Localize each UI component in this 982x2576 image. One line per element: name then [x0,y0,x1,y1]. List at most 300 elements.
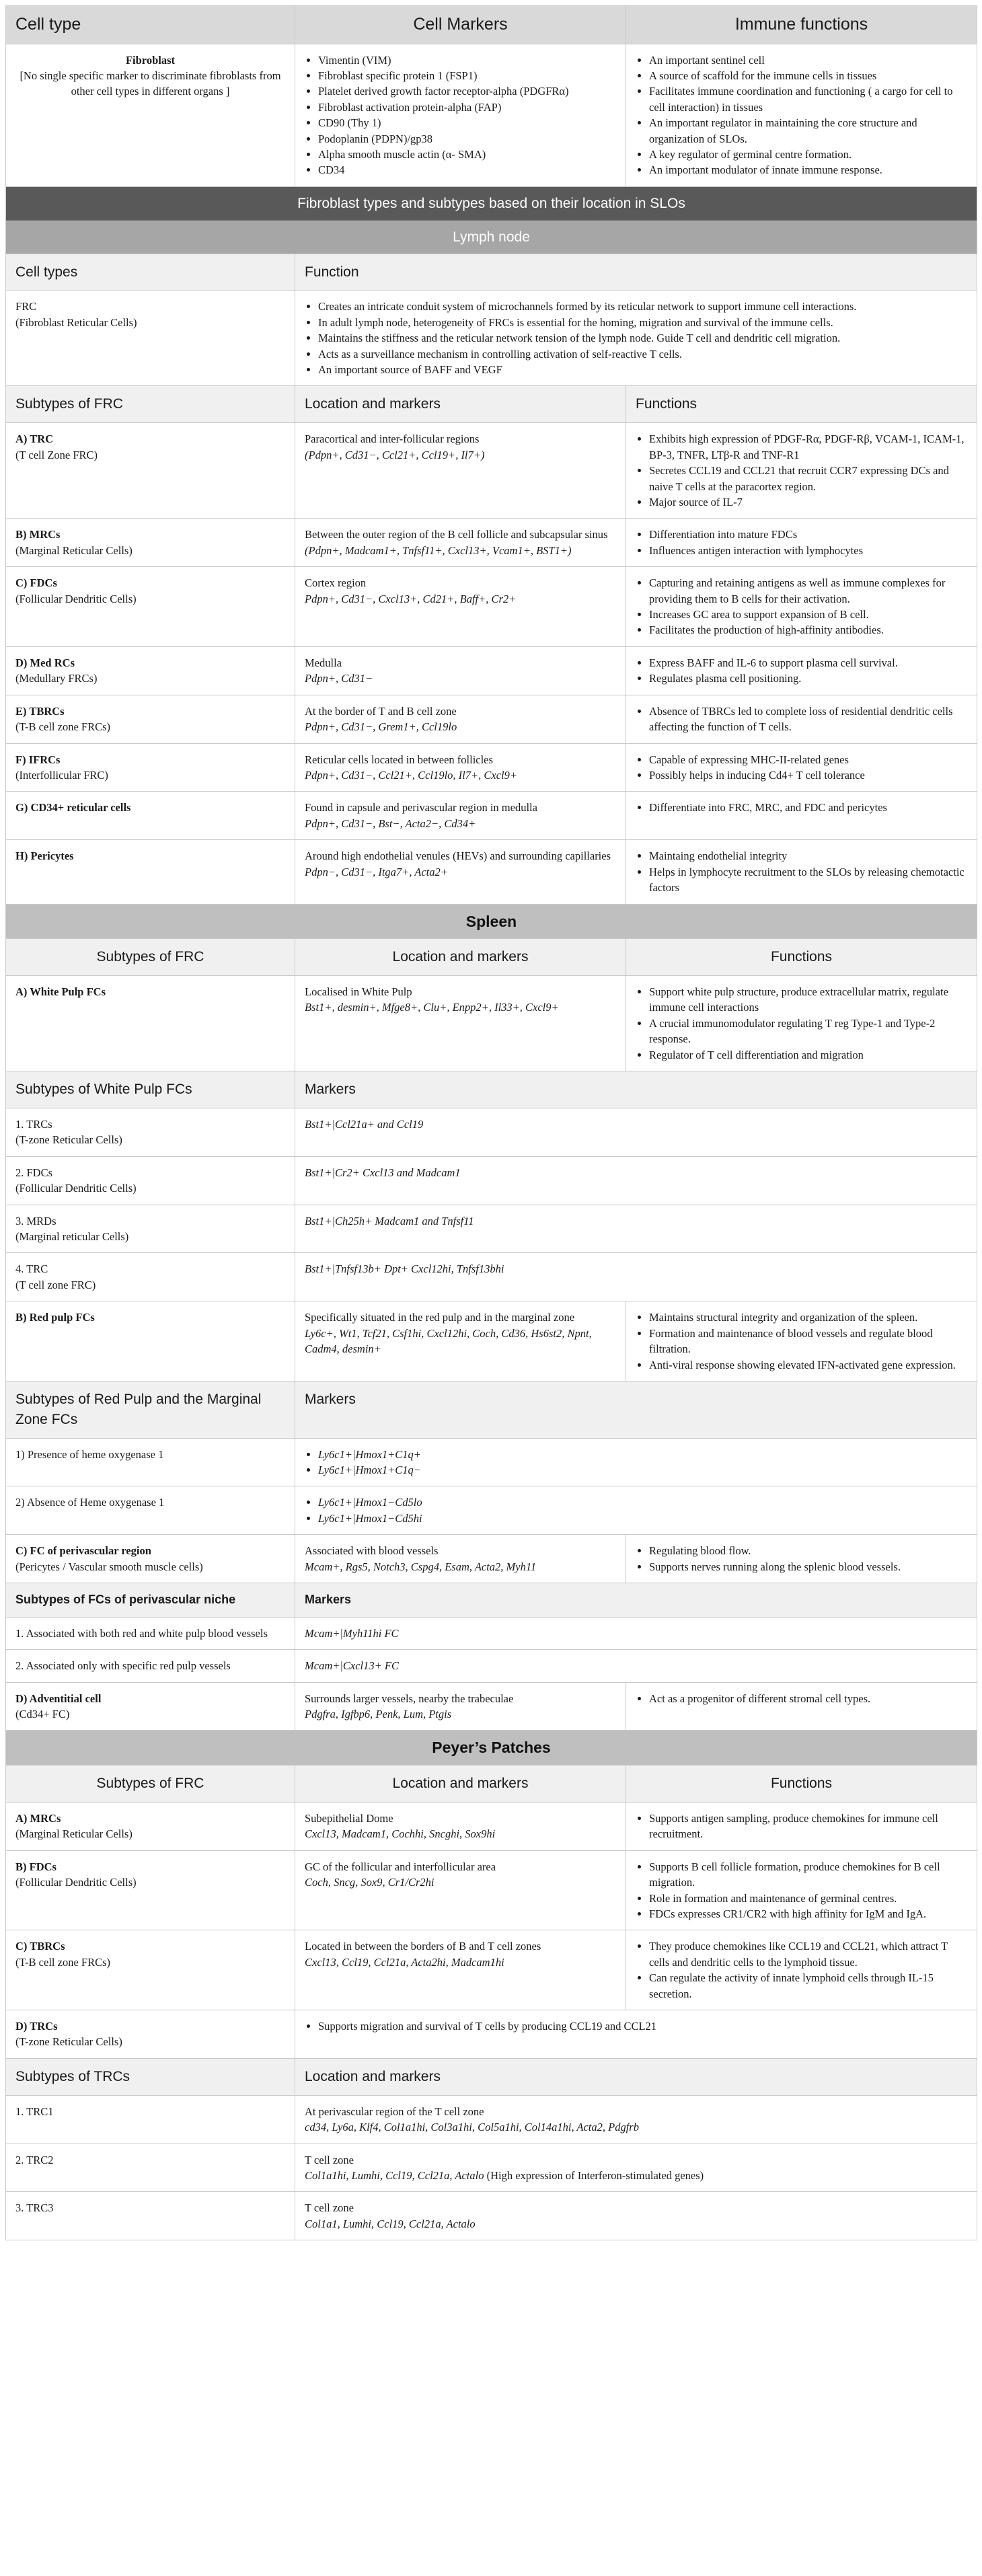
markers-text: Pdpn+, Cd31− [305,672,373,685]
perivascular-loc-cell [295,1535,626,1583]
functions-cell [626,646,977,695]
subtype-name: C) FDCs [15,576,57,590]
functions-cell [626,743,977,792]
location-cell [295,792,626,840]
perivascular-function-list [636,1543,967,1575]
red-pulp-name: B) Red pulp FCs [15,1311,95,1324]
subtype-cell [6,840,295,904]
markers-extra: (High expression of Interferon-stimulated genes) [486,2168,704,2182]
subtype-name: 2. TRC2 [6,2144,295,2192]
location-cell [295,840,626,904]
subtype-cell [6,567,295,647]
functions-cell [626,840,977,904]
markers-text: Cxcl13, Ccl19, Ccl21a, Acta2hi, Madcam1hi [305,1955,504,1969]
function-list [636,704,967,735]
subtype-name: 3. TRC3 [6,2192,295,2240]
fibroblast-note: [No single specific marker to discriminate fibroblasts from other cell types in different organs ] [20,69,281,98]
subtype-name: A) TRC [15,432,54,446]
band-title: Fibroblast types and subtypes based on their location in SLOs [6,186,977,221]
lymph-subtype-row [6,695,977,743]
function-header: Function [295,254,977,291]
subtype-cell [6,792,295,840]
niche-name: 1. Associated with both red and white pulp blood vessels [6,1617,295,1649]
function-item: • A source of scaffold for the immune cells in tissues [649,68,967,83]
peyers-subtype-row [6,1930,977,2010]
wp-sub-h2: Markers [295,1071,977,1108]
trcs-func: • Supports migration and survival of T cells by producing CCL19 and CCL21 [318,2018,967,2034]
markers-cell [295,1650,977,1682]
subtype-name: 2) Absence of Heme oxygenase 1 [6,1486,295,1535]
header-immune-functions: Immune functions [626,6,977,44]
rp-sub-h1: Subtypes of Red Pulp and the Marginal Zone FCs [6,1381,295,1438]
functions-cell [626,792,977,840]
functions-cell [626,423,977,519]
function-item: • Can regulate the activity of innate lymphoid cells through IL-15 secretion. [649,1970,967,2002]
location-text: GC of the follicular and interfollicular area [305,1860,496,1873]
frc-function-list [305,299,967,377]
red-pulp-markers: Ly6c+, Wt1, Tcf21, Csf1hi, Cxcl12hi, Coch, Cd36, Hs6st2, Npnt, Cadm4, desmin+ [305,1326,592,1356]
function-item: • Facilitates immune coordination and functioning ( a cargo for cell to cell interaction) in tissues [649,83,967,115]
spleen-h1: Subtypes of FRC [6,939,295,976]
markers-cell [295,1205,977,1253]
location-cell [295,1930,626,2010]
trc-sub-header-row [6,2058,977,2095]
lymph-node-title: Lymph node [6,221,977,254]
subtype-full: (Medullary FRCs) [15,672,98,685]
wp-sub-h1: Subtypes of White Pulp FCs [6,1071,295,1108]
red-pulp-function-list [636,1310,967,1373]
subtype-name: B) FDCs [15,1860,56,1873]
subtype-cell [6,743,295,792]
subtype-name: D) Med RCs [15,656,75,669]
subtype-name: E) TBRCs [15,704,65,718]
function-list [636,1859,967,1922]
niche-row [6,1650,977,1682]
white-pulp-name-cell [6,975,295,1071]
peyers-subtype-row [6,1802,977,1850]
trc-subtype-row [6,2144,977,2192]
subtype-cell [6,1930,295,2010]
white-pulp-loc-cell [295,975,626,1071]
location-text: T cell zone [305,2153,354,2166]
subtype-cell [6,646,295,695]
markers-line [305,2216,967,2232]
trcs-name: D) TRCs [15,2020,58,2033]
function-item: • Anti-viral response showing elevated IFN-activated gene expression. [649,1357,967,1373]
trc-sub-h1: Subtypes of TRCs [6,2058,295,2095]
peyers-h3: Functions [626,1766,977,1803]
peyers-h1: Subtypes of FRC [6,1766,295,1803]
wp-sub-header-row [6,1071,977,1108]
table-body [6,6,977,2240]
location-text: Subepithelial Dome [305,1811,393,1825]
trc-sub-h2: Location and markers [295,2058,977,2095]
rp-sub-header-row [6,1381,977,1438]
markers-line [305,2168,967,2183]
location-text: Cortex region [305,576,367,590]
frc-full: (Fibroblast Reticular Cells) [15,315,137,329]
function-item: • Express BAFF and IL-6 to support plasma cell survival. [649,655,967,671]
location-text: T cell zone [305,2201,354,2215]
lymph-subtype-row [6,840,977,904]
white-pulp-function-list [636,984,967,1063]
function-item: • Supports antigen sampling, produce chemokines for immune cell recruitment. [649,1811,967,1842]
function-item: • Influences antigen interaction with lymphocytes [649,543,967,558]
fibroblast-table [5,5,977,2240]
marker-item: • Ly6c1+|Hmox1−Cd5lo [318,1494,967,1510]
lymph-subtype-row [6,792,977,840]
fibroblast-row [6,44,977,186]
markers-text: Bst1+|Ch25h+ Madcam1 and Tnfsf11 [305,1214,474,1227]
location-cell [295,2144,977,2192]
function-item: • Acts as a surveillance mechanism in controlling activation of self-reactive T cells. [318,346,967,362]
fibroblast-functions [626,44,977,186]
lymph-subtype-row [6,646,977,695]
perivascular-funcs-cell [626,1535,977,1583]
function-item: • Possibly helps in inducing Cd4+ T cell tolerance [649,767,967,783]
adventitial-markers: Pdgfra, Igfbp6, Penk, Lum, Ptgis [305,1707,452,1720]
trcs-full: (T-zone Reticular Cells) [15,2035,122,2049]
lymph-subtype-row [6,519,977,567]
markers-text: Cxcl13, Madcam1, Cochhi, Sncghi, Sox9hi [305,1827,496,1841]
markers-cell [295,1108,977,1156]
location-cell [295,743,626,792]
peyers-title: Peyer’s Patches [6,1731,977,1766]
lymph-subtype-row [6,567,977,647]
function-list [636,848,967,895]
adventitial-name: D) Adventitial cell [15,1692,102,1705]
spleen-h2: Location and markers [295,939,626,976]
marker-item: • Podoplanin (PDPN)/gp38 [318,131,616,147]
function-item: • Major source of IL-7 [649,494,967,510]
function-item: • Regulating blood flow. [649,1543,967,1558]
markers-cell [295,1156,977,1205]
subtype-full: (T-zone Reticular Cells) [15,1133,122,1147]
markers-text: Col1a1, Lumhi, Ccl19, Ccl21a, Actalo [305,2217,476,2230]
location-cell [295,1850,626,1930]
markers-cell [295,1253,977,1301]
function-item: • Secretes CCL19 and CCL21 that recruit CCR7 expressing DCs and naive T cells at the paracortex region. [649,463,967,494]
function-item: • Supports nerves running along the splenic blood vessels. [649,1559,967,1575]
location-text: Between the outer region of the B cell follicle and subcapsular sinus [305,528,608,541]
subtype-name: H) Pericytes [15,849,74,863]
markers-text: Pdpn+, Cd31−, Grem1+, Ccl19lo [305,720,457,734]
celltypes-header: Cell types [6,254,295,291]
markers-text: Mcam+|Cxcl13+ FC [305,1659,399,1673]
function-item: • Differentiation into mature FDCs [649,527,967,542]
marker-item: • Alpha smooth muscle actin (α- SMA) [318,147,616,162]
functions-cell [626,519,977,567]
location-text: Reticular cells located in between follicles [305,753,493,766]
subtype-cell [6,1253,295,1301]
function-item: • Role in formation and maintenance of germinal centres. [649,1891,967,1906]
subtype-name: 1. TRCs [15,1117,52,1131]
marker-list [305,1494,967,1526]
niche-header-row [6,1583,977,1618]
function-item: • Supports B cell follicle formation, produce chemokines for B cell migration. [649,1859,967,1891]
function-item: • A crucial immunomodulator regulating T reg Type-1 and Type-2 response. [649,1016,967,1047]
lymph-subtypes-header-row [6,386,977,423]
function-item: • Support white pulp structure, produce extracellular matrix, regulate immune cell interactions [649,984,967,1016]
niche-h2: Markers [295,1583,977,1618]
function-list [636,1938,967,2002]
markers-text: cd34, Ly6a, Klf4, Col1a1hi, Col3a1hi, Col5a1hi, Col14a1hi, Acta2, Pdgfrb [305,2121,639,2134]
frc-functions [295,291,977,386]
subtype-full: (Interfollicular FRC) [15,768,108,782]
function-list [636,655,967,687]
lymph-node-title-row [6,221,977,254]
wp-subtype-row [6,1253,977,1301]
spleen-h3: Functions [626,939,977,976]
marker-list [305,1447,967,1478]
peyers-h2: Location and markers [295,1766,626,1803]
location-text: Around high endothelial venules (HEVs) and surrounding capillaries [305,849,611,863]
red-pulp-loc: Specifically situated in the red pulp and in the marginal zone [305,1311,575,1324]
frc-cell [6,291,295,386]
fibroblast-table-container [5,5,977,2240]
function-item: • A key regulator of germinal centre formation. [649,147,967,162]
markers-text: Pdpn−, Cd31−, Itga7+, Acta2+ [305,865,448,878]
location-text: At the border of T and B cell zone [305,704,457,718]
white-pulp-markers: Bst1+, desmin+, Mfge8+, Clu+, Enpp2+, Il33+, Cxcl9+ [305,1001,559,1014]
markers-text: (Pdpn+, Madcam1+, Tnfsf11+, Cxcl13+, Vcam1+, BST1+) [305,543,572,557]
niche-name: 2. Associated only with specific red pulp vessels [6,1650,295,1682]
spleen-header-row [6,939,977,976]
table-header-row [6,6,977,44]
markers-line [305,2119,967,2135]
subtype-full: (T-B cell zone FRCs) [15,1955,110,1969]
function-item: • Regulator of T cell differentiation and migration [649,1047,967,1063]
function-item: • Differentiate into FRC, MRC, and FDC and pericytes [649,800,967,815]
markers-text: Pdpn+, Cd31−, Bst−, Acta2−, Cd34+ [305,817,476,830]
markers-text: Bst1+|Tnfsf13b+ Dpt+ Cxcl12hi, Tnfsf13bhi [305,1262,504,1276]
lymph-subtypes-h3: Functions [626,386,977,423]
peyers-header-row [6,1766,977,1803]
function-item: • Act as a progenitor of different stromal cell types. [649,1691,967,1706]
trcs-row [6,2010,977,2059]
adventitial-row [6,1682,977,1731]
subtype-full: (Follicular Dendritic Cells) [15,1876,137,1889]
spleen-title-row [6,904,977,939]
subtype-name: 2. FDCs [15,1166,53,1179]
subtype-name: F) IFRCs [15,753,61,766]
red-pulp-row [6,1301,977,1381]
wp-subtype-row [6,1156,977,1205]
adventitial-funcs-cell [626,1682,977,1731]
adventitial-name-cell [6,1682,295,1731]
function-item: • Increases GC area to support expansion of B cell. [649,607,967,622]
function-list [636,431,967,510]
peyers-subtype-row [6,1850,977,1930]
band-row [6,186,977,221]
niche-row [6,1617,977,1649]
location-cell [295,423,626,519]
subtype-cell [6,519,295,567]
header-cell-type: Cell type [6,6,295,44]
red-pulp-loc-cell [295,1301,626,1381]
location-cell [295,2095,977,2144]
function-item: • An important sentinel cell [649,52,967,68]
markers-text: Pdpn+, Cd31−, Cxcl13+, Cd21+, Baff+, Cr2+ [305,592,517,605]
red-pulp-name-cell [6,1301,295,1381]
markers-text: Col1a1hi, Lumhi, Ccl19, Ccl21a, Actalo [305,2168,484,2182]
perivascular-markers: Mcam+, Rgs5, Notch3, Cspg4, Esam, Acta2, Myh11 [305,1560,537,1573]
function-item: • An important modulator of innate immune response. [649,162,967,178]
function-list [636,527,967,558]
subtype-name: 1. TRC1 [6,2095,295,2144]
marker-item: • Platelet derived growth factor receptor-alpha (PDGFRα) [318,83,616,99]
subtype-full: (Follicular Dendritic Cells) [15,1182,137,1195]
subtype-full: (Follicular Dendritic Cells) [15,592,137,605]
marker-item: • Ly6c1+|Hmox1+C1q+ [318,1447,967,1462]
markers-cell [295,1486,977,1535]
location-cell [295,2192,977,2240]
location-text: Found in capsule and perivascular region in medulla [305,801,537,815]
marker-item: • Fibroblast specific protein 1 (FSP1) [318,68,616,83]
white-pulp-funcs-cell [626,975,977,1071]
location-text: At perivascular region of the T cell zone [305,2105,484,2118]
function-item: • Maintaing endothelial integrity [649,848,967,864]
location-cell [295,519,626,567]
adventitial-loc: Surrounds larger vessels, nearby the trabeculae [305,1692,514,1705]
functions-cell [626,567,977,647]
function-list [636,800,967,815]
rp-sub-h2: Markers [295,1381,977,1438]
perivascular-name-cell [6,1535,295,1583]
subtype-name: C) TBRCs [15,1940,65,1953]
location-text: Medulla [305,656,342,669]
trcs-name-cell [6,2010,295,2059]
subtype-cell [6,1802,295,1850]
subtype-full: (T cell zone FRC) [15,1278,96,1291]
markers-text: Bst1+|Cr2+ Cxcl13 and Madcam1 [305,1166,461,1179]
trc-subtype-row [6,2192,977,2240]
perivascular-name: C) FC of perivascular region [15,1544,151,1558]
trc-subtype-row [6,2095,977,2144]
functions-cell [626,1850,977,1930]
lymph-subtypes-h1: Subtypes of FRC [6,386,295,423]
frc-row [6,291,977,386]
subtype-name: B) MRCs [15,528,61,541]
function-item: • FDCs expresses CR1/CR2 with high affinity for IgM and IgA. [649,1906,967,1922]
lymph-subtype-row [6,743,977,792]
function-item: • They produce chemokines like CCL19 and CCL21, which attract T cells and dendritic cells to the lymphoid tissue. [649,1938,967,1970]
location-cell [295,695,626,743]
markers-text: Coch, Sncg, Sox9, Cr1/Cr2hi [305,1876,435,1889]
function-list [636,1811,967,1842]
markers-cell [295,1438,977,1486]
fibroblast-name: Fibroblast [125,53,176,67]
subtype-name: G) CD34+ reticular cells [15,801,131,815]
peyers-title-row [6,1731,977,1766]
subtype-cell [6,423,295,519]
wp-subtype-row [6,1205,977,1253]
subtype-name: 1) Presence of heme oxygenase 1 [6,1438,295,1486]
subtype-cell [6,1205,295,1253]
function-item: • Facilitates the production of high-affinity antibodies. [649,622,967,638]
marker-item: • Ly6c1+|Hmox1−Cd5hi [318,1511,967,1526]
markers-text: Mcam+|Myh11hi FC [305,1626,399,1640]
function-item: • Maintains structural integrity and organization of the spleen. [649,1310,967,1325]
function-item: • Absence of TBRCs led to complete loss of residential dendritic cells affecting the function of T cells. [649,704,967,735]
function-item: • Regulates plasma cell positioning. [649,671,967,686]
trcs-func-cell [295,2010,977,2059]
function-item: • Helps in lymphocyte recruitment to the SLOs by releasing chemotactic factors [649,864,967,896]
subtype-full: (Marginal Reticular Cells) [15,543,133,557]
function-item: • Exhibits high expression of PDGF-Rα, PDGF-Rβ, VCAM-1, ICAM-1, BP-3, TNFR, LTβ-R and TNF-R1 [649,431,967,463]
subtype-name: 4. TRC [15,1262,48,1276]
markers-text: Bst1+|Ccl21a+ and Ccl19 [305,1117,424,1131]
perivascular-row [6,1535,977,1583]
white-pulp-loc: Localised in White Pulp [305,985,412,998]
fibroblast-markers [295,44,626,186]
marker-item: • CD90 (Thy 1) [318,115,616,130]
marker-item: • Vimentin (VIM) [318,52,616,68]
white-pulp-name: A) White Pulp FCs [15,985,106,998]
function-item: • Capable of expressing MHC-II-related genes [649,752,967,767]
adventitial-full: (Cd34+ FC) [15,1707,70,1720]
subtype-name: 3. MRDs [15,1214,56,1227]
perivascular-loc: Associated with blood vessels [305,1544,439,1558]
markers-text: (Pdpn+, Cd31−, Ccl21+, Ccl19+, Il7+) [305,448,485,461]
perivascular-full: (Pericytes / Vascular smooth muscle cells) [15,1560,203,1573]
rp-subtype-row [6,1438,977,1486]
niche-h1: Subtypes of FCs of perivascular niche [6,1583,295,1618]
fibroblast-cell [6,44,295,186]
function-item: • In adult lymph node, heterogeneity of FRCs is essential for the homing, migration and survival of the immune cells. [318,315,967,330]
adventitial-function-list [636,1691,967,1706]
function-item: • Creates an intricate conduit system of microchannels formed by its reticular network to support immune cell interactions. [318,299,967,314]
location-cell [295,646,626,695]
function-item: • Formation and maintenance of blood vessels and regulate blood filtration. [649,1326,967,1357]
frc-name: FRC [15,300,37,313]
subtype-cell [6,1108,295,1156]
markers-text: Pdpn+, Cd31−, Ccl21+, Ccl19lo, Il7+, Cxcl9+ [305,768,517,782]
fibroblast-marker-list [305,52,616,178]
rp-subtype-row [6,1486,977,1535]
wp-subtype-row [6,1108,977,1156]
location-text: Paracortical and inter-follicular regions [305,432,480,446]
subtype-name: A) MRCs [15,1811,61,1825]
function-item: • An important regulator in maintaining the core structure and organization of SLOs. [649,115,967,147]
subtype-cell [6,1850,295,1930]
markers-cell [295,1617,977,1649]
subtype-full: (T cell Zone FRC) [15,448,98,461]
function-list [636,575,967,638]
subtype-full: (Marginal reticular Cells) [15,1230,129,1244]
lymph-celltypes-header-row [6,254,977,291]
function-item: • Capturing and retaining antigens as well as immune complexes for providing them to B cells for their activation. [649,575,967,607]
subtype-full: (T-B cell zone FRCs) [15,720,110,734]
subtype-full: (Marginal Reticular Cells) [15,1827,133,1841]
fibroblast-function-list [636,52,967,178]
marker-item: • CD34 [318,162,616,178]
lymph-subtypes-h2: Location and markers [295,386,626,423]
red-pulp-funcs-cell [626,1301,977,1381]
function-item: • Maintains the stiffness and the reticular network tension of the lymph node. Guide T cell and dendritic cell migration. [318,330,967,346]
spleen-title: Spleen [6,904,977,939]
subtype-cell [6,1156,295,1205]
marker-item: • Fibroblast activation protein-alpha (FAP) [318,100,616,115]
functions-cell [626,1930,977,2010]
lymph-subtype-row [6,423,977,519]
functions-cell [626,695,977,743]
functions-cell [626,1802,977,1850]
function-item: • An important source of BAFF and VEGF [318,362,967,377]
location-text: Located in between the borders of B and T cell zones [305,1940,541,1953]
marker-item: • Ly6c1+|Hmox1+C1q− [318,1462,967,1478]
white-pulp-row [6,975,977,1071]
